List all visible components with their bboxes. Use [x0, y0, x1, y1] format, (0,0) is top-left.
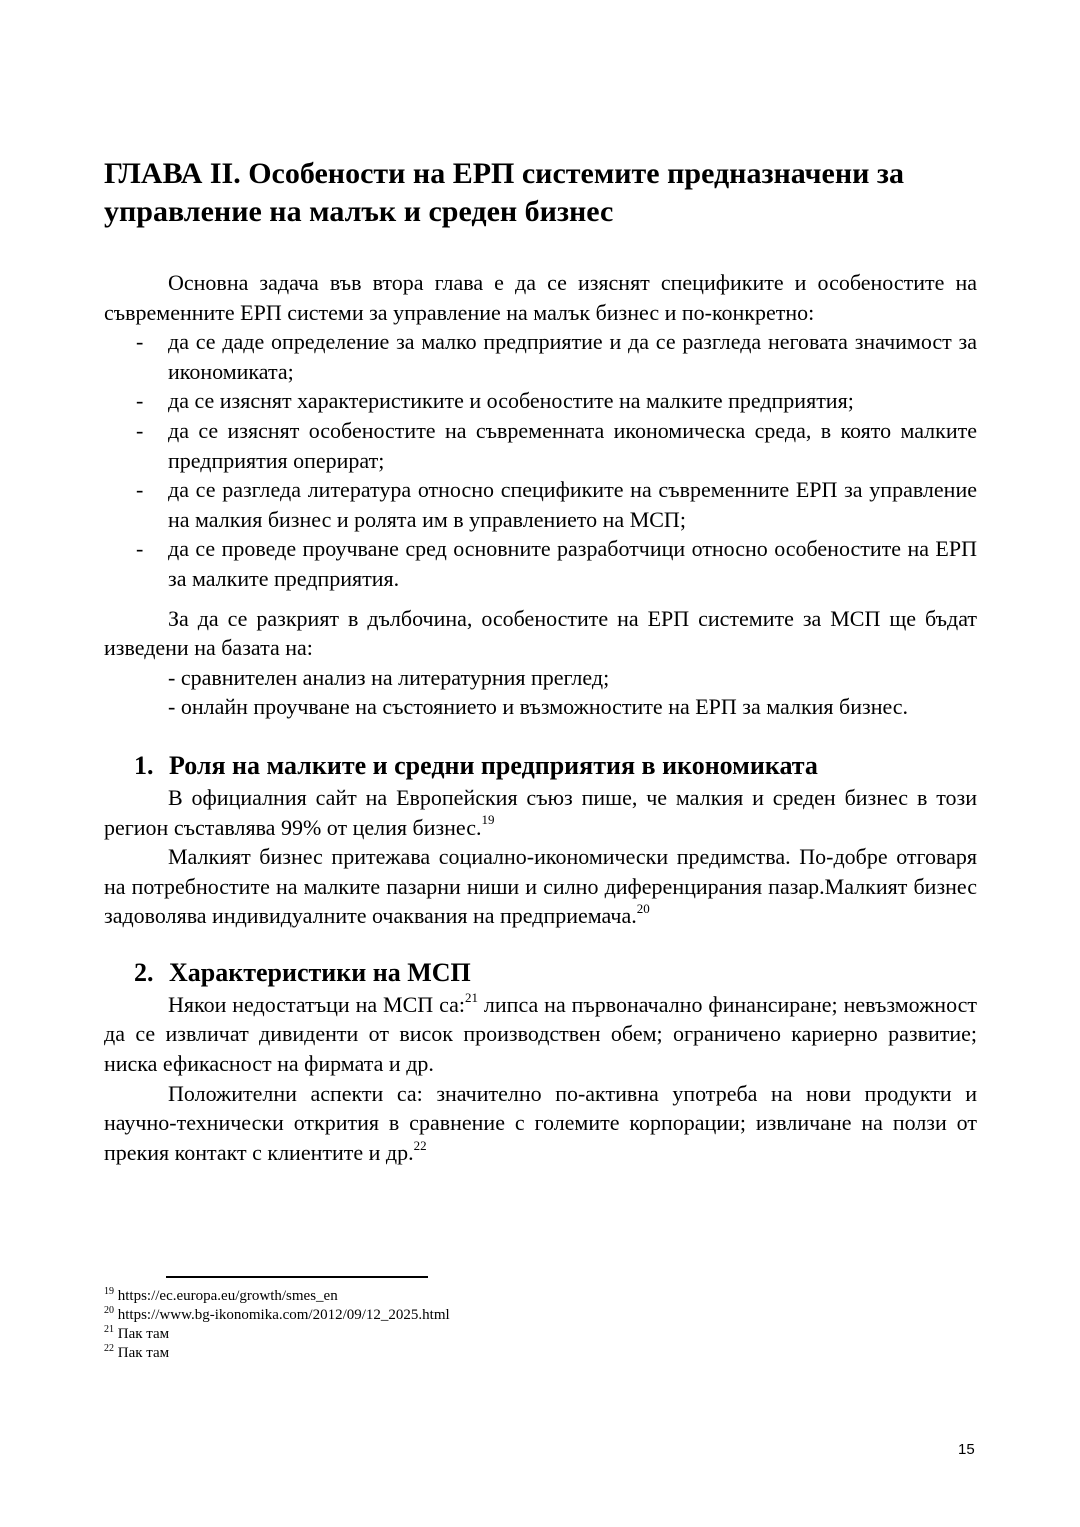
- chapter-title: ГЛАВА II. Особености на ЕРП системите предназначени за управление на малък и среден бизнес: [104, 157, 904, 228]
- section-2-title: Характеристики на МСП: [169, 957, 471, 987]
- footnote-link[interactable]: https://ec.europa.eu/growth/smes_en: [117, 1288, 338, 1304]
- dash-marker: -: [136, 388, 144, 414]
- footnote: $^{20}$ https://www.bg-ikonomika.com/2012/09/12_2025.html: [104, 1305, 450, 1323]
- section-1-paragraph-2: Малкият бизнес притежава социално-икономически предимства. По-добре отговаря на потребностите на малките пазарни ниши и силно диференцирания пазар.Малкият бизнес задоволява индивидуалните очаквания на предприемача.$^{20}$: [104, 844, 977, 929]
- footnote-text: Пак там: [117, 1326, 170, 1342]
- section-2-paragraph-1: Някои недостатъци на МСП са:$^{21}$ липса на първоначално финансиране; невъзможност да се извличат дивиденти от висок производствен обем; ограничено кариерно развитие; ниска ефикасност на фирмата и др.: [104, 989, 977, 1077]
- method-item-2: - онлайн проучване на състоянието и възможностите на ЕРП за малкия бизнес.: [168, 694, 909, 720]
- footnote-link[interactable]: https://www.bg-ikonomika.com/2012/09/12_2025.html: [117, 1307, 450, 1323]
- list-item-text: да се изяснят особеностите на съвременната икономическа среда, в която малките предприятия оперират;: [168, 417, 977, 473]
- section-2-paragraph-2: Положителни аспекти са: значително по-активна употреба на нови продукти и научно-технически открития в сравнение с големите корпорации; извличане на ползи от прекия контакт с клиентите и др.$^{22}$: [104, 1080, 977, 1165]
- footnote-ref[interactable]: 21: [465, 989, 478, 1005]
- section-2-number: 2.: [134, 957, 154, 987]
- list-item: [104, 534, 977, 593]
- list-item: [104, 327, 977, 386]
- footnote-ref[interactable]: 22: [413, 1137, 427, 1153]
- method-item-1: - сравнителен анализ на литературния преглед;: [168, 664, 610, 690]
- footnote-ref[interactable]: 20: [636, 900, 650, 916]
- list-item-text: да се разгледа литература относно спецификите на съвременните ЕРП за управление на малкия бизнес и ролята им в управлението на МСП;: [168, 477, 977, 532]
- footnote-divider: [166, 1276, 428, 1278]
- page-number: 15: [958, 1441, 975, 1458]
- section-1-heading: [104, 749, 977, 783]
- page-body: [104, 155, 977, 1167]
- section-1-title: Роля на малките и средни предприятия в икономиката: [169, 750, 818, 780]
- footnote: $^{22}$ Пак там: [104, 1343, 170, 1361]
- dash-marker: -: [136, 477, 144, 503]
- dash-marker: -: [136, 329, 144, 355]
- section-1-number: 1.: [134, 750, 154, 780]
- method-paragraph: За да се разкрият в дълбочина, особеностите на ЕРП системите за МСП ще бъдат изведени на базата на:: [104, 605, 977, 661]
- dash-marker: -: [136, 417, 144, 443]
- footnote: $^{19}$ https://ec.europa.eu/growth/smes_en: [104, 1286, 338, 1304]
- section-1-paragraph-1: В официалния сайт на Европейския съюз пише, че малкия и среден бизнес в този регион съставлява 99% от целия бизнес.$^{19}$: [104, 784, 977, 840]
- list-item: [104, 416, 977, 475]
- footnote-text: Пак там: [117, 1345, 170, 1361]
- objectives-list: [104, 327, 977, 593]
- list-item: [104, 386, 977, 416]
- list-item: [104, 475, 977, 534]
- footnote: $^{21}$ Пак там: [104, 1324, 170, 1342]
- intro-paragraph: Основна задача във втора глава е да се изяснят спецификите и особеностите на съвременните ЕРП системи за управление на малък бизнес и по-конкретно:: [104, 270, 977, 325]
- footnotes: [104, 1287, 450, 1363]
- dash-marker: -: [136, 536, 144, 562]
- list-item-text: да се даде определение за малко предприятие и да се разгледа неговата значимост за икономиката;: [168, 329, 977, 384]
- footnote-ref[interactable]: 19: [481, 812, 495, 828]
- list-item-text: да се изяснят характеристиките и особеностите на малките предприятия;: [168, 388, 854, 414]
- section-2-heading: [104, 956, 977, 990]
- list-item-text: да се проведе проучване сред основните разработчици относно особеностите на ЕРП за малките предприятия.: [168, 536, 977, 591]
